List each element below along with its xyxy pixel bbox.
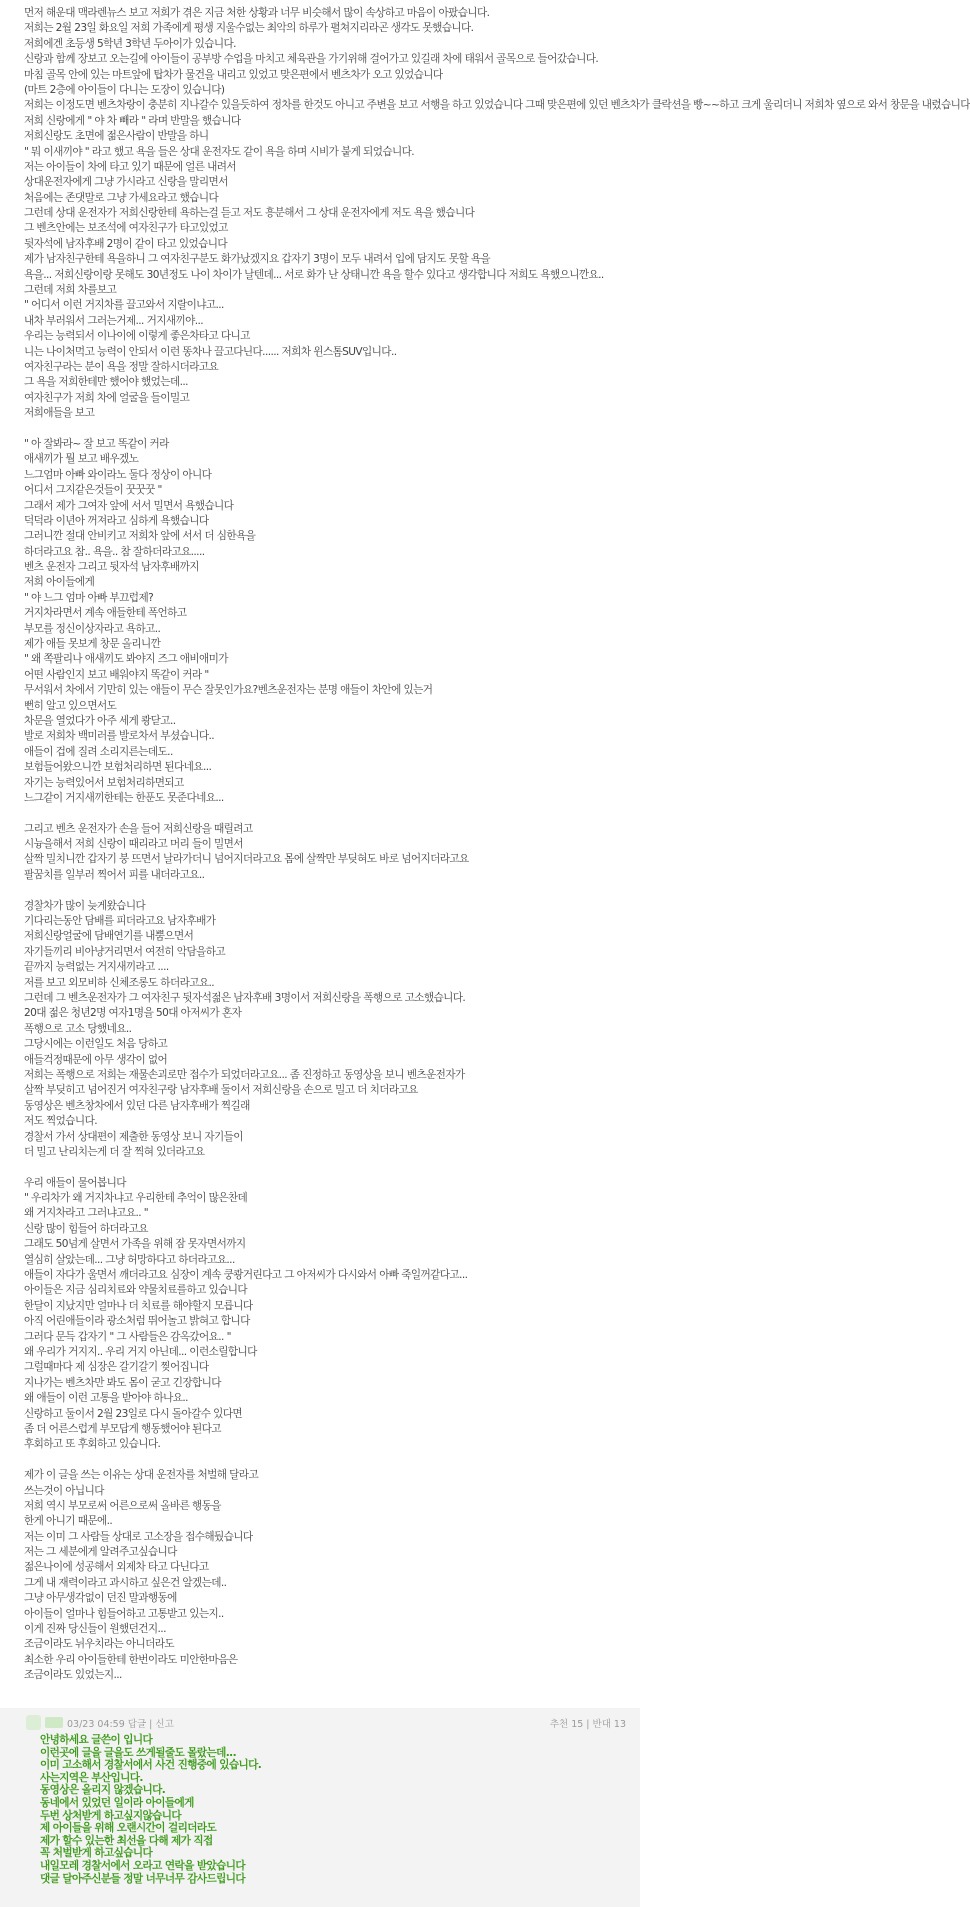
post-line: " 어디서 이런 거지차를 끌고와서 지랄이냐고... [24, 299, 224, 312]
post-line: 그런데 저희 차를보고 [24, 284, 117, 297]
post-line: 왜 우리가 거지지.. 우리 거지 아닌데... 이런소릴합니다 [24, 1345, 257, 1358]
post-line: 아이들이 얼마나 힘들어하고 고통받고 있는지.. [24, 1607, 224, 1620]
post-line: 더 밀고 난리치는게 더 잘 찍혀 있더라고요 [24, 1145, 205, 1158]
post-line: 느그같이 거지새끼한테는 한푼도 못준다네요... [24, 791, 224, 804]
post-line: 동영상은 벤츠창차에서 있던 다른 남자후배가 찍길래 [24, 1099, 250, 1112]
post-line: 애들이 겁에 질려 소리지른는데도.. [24, 745, 173, 758]
post-line: 저희신랑도 초면에 젊은사람이 반말을 하니 [24, 130, 209, 143]
post-line: 뻔히 알고 있으면서도 [24, 699, 117, 712]
post-line: 뒷자석에 남자후배 2명이 같이 타고 있었습니다 [24, 237, 228, 250]
post-line: 후회하고 또 후회하고 있습니다. [24, 1438, 161, 1451]
post-line: 저를 보고 외모비하 신체조롱도 하더라고요.. [24, 976, 215, 989]
post-line: 제가 이 글을 쓰는 이유는 상대 운전자를 처벌해 달라고 [24, 1469, 259, 1482]
post-line: 여자친구가 저희 차에 얼굴을 들이밀고 [24, 391, 190, 404]
post-line: 저희신랑얼굴에 담배연기를 내뿜으면서 [24, 930, 194, 943]
post-line: 어떤 사람인지 보고 배워야지 똑같이 커라 " [24, 668, 209, 681]
post-line: 그러니깐 절대 안비키고 저희차 앞에 서서 더 심한욕을 [24, 530, 256, 543]
post-line: 저는 아이들이 차에 타고 있기 때문에 얼른 내려서 [24, 160, 237, 173]
post-line: 우리 애들이 물어봅니다 [24, 1176, 126, 1189]
avatar [26, 1715, 41, 1730]
paragraph-gap [24, 883, 624, 898]
comment-line: 꼭 처벌받게 하고싶습니다 [40, 1847, 153, 1860]
comment-body [40, 1734, 620, 1885]
post-line: 처음에는 존댓말로 그냥 가세요라고 했습니다 [24, 191, 219, 204]
post-line: 기다리는동안 담배를 피더라고요 남자후배가 [24, 915, 216, 928]
post-line: 조금이라도 뉘우치라는 아니더라도 [24, 1638, 175, 1651]
post-line: " 아 잘봐라~ 잘 보고 똑같이 커라 [24, 437, 169, 450]
comment-line: 이런곳에 글을 글을도 쓰게될줄도 몰랐는데... [40, 1746, 237, 1759]
post-line: 저희는 폭행으로 저희는 재물손괴로만 접수가 되었더라고요... 좀 진정하고 동영상을 보니 벤츠운전자가 [24, 1068, 465, 1081]
post-line: 20대 젊은 청년2명 여자1명을 50대 아저씨가 혼자 [24, 1007, 242, 1020]
post-line: 살짝 부딪히고 넘어진거 여자친구랑 남자후배 둘이서 저희신랑을 손으로 밀고 더 치더라고요 [24, 1084, 418, 1097]
comment-line: 동네에서 있었던 일이라 아이들에게 [40, 1796, 194, 1809]
post-line: 경찰서 가서 상대편이 제출한 동영상 보니 자기들이 [24, 1130, 243, 1143]
comment-line: 댓글 달아주신분들 정말 너무너무 감사드립니다 [40, 1872, 246, 1885]
post-line: 무서워서 차에서 기만히 있는 애들이 무슨 잘못인가요?벤츠운전자는 분명 애들이 차안에 있는거 [24, 684, 433, 697]
post-line: 폭행으로 고소 당했네요.. [24, 1022, 132, 1035]
post-line: 열심히 살았는데... 그냥 허망하다고 하더라고요... [24, 1253, 235, 1266]
post-line: 그게 내 재력이라고 과시하고 싶은건 알겠는데.. [24, 1576, 227, 1589]
post-line: 내차 부러워서 그러는거제... 거지새끼야... [24, 314, 204, 327]
paragraph-gap [24, 1160, 624, 1175]
post-line: 제가 남자친구한테 욕을하니 그 여자친구분도 화가났겠지요 갑자기 3명이 모두 내려서 입에 담지도 못할 욕을 [24, 253, 490, 266]
post-line: 끝까지 능력없는 거지새끼라고 .... [24, 961, 169, 974]
post-line: 시늉을해서 저희 신랑이 때리라고 머리 들이 밀면서 [24, 838, 243, 851]
post-line: 니는 나이처먹고 능력이 안되서 이런 똥차나 끌고다닌다...... 저희차 윈스톰SUV입니다.. [24, 345, 397, 358]
comment-line: 안녕하세요 글쓴이 입니다 [40, 1734, 153, 1746]
post-line: 저희 아이들에게 [24, 576, 95, 589]
post-line: 쓰는것이 아닙니다 [24, 1484, 104, 1497]
post-line: 자기는 능력있어서 보험처리하면되고 [24, 776, 184, 789]
post-line: 저는 그 세분에게 알려주고싶습니다 [24, 1546, 177, 1559]
post-line: 아직 어린애들이라 광소처럼 뛰어놀고 밝혀고 합니다 [24, 1315, 250, 1328]
comment-line: 두번 상처받게 하고싶지않습니다 [40, 1809, 182, 1822]
post-line: 그 욕을 저희한테만 했어야 했었는데... [24, 376, 188, 389]
post-line: 벤츠 운전자 그리고 뒷자석 남자후배까지 [24, 561, 199, 574]
post-line: 좀 더 어른스럽게 부모답게 행동했어야 된다고 [24, 1422, 221, 1435]
comment-line: 내일모레 경찰서에서 오라고 연락을 받았습니다 [40, 1859, 246, 1872]
post-line: 우리는 능력되서 이나이에 이렇게 좋은차타고 다니고 [24, 330, 250, 343]
post-line: 부모를 정신이상자라고 욕하고.. [24, 622, 161, 635]
post-line: 보험들어왔으니깐 보험처리하면 된다네요... [24, 761, 212, 774]
post-line: 먼저 해운대 맥라렌뉴스 보고 저희가 겪은 지금 처한 상황과 너무 비슷해서 많이 속상하고 마음이 아팠습니다. [24, 7, 490, 19]
post-line: 아이들은 지금 심리치료와 약물치료를하고 있습니다 [24, 1284, 248, 1297]
post-line: 욕을... 저희신랑이랑 못해도 30년정도 나이 차이가 날텐데... 서로 화가 난 상태니깐 욕을 할수 있다고 생각합니다 저희도 욕했으니깐요.. [24, 268, 604, 281]
comment-meta[interactable]: 03/23 04:59 답글 | 신고 [67, 1719, 174, 1730]
comment-line: 이미 고소해서 경찰서에서 사건 진행중에 있습니다. [40, 1759, 262, 1772]
post-line: 저희 신랑에게 " 야 차 빼라 " 라며 반말을 했습니다 [24, 114, 241, 127]
comment-line: 동영상은 올리지 않겠습니다. [40, 1784, 166, 1797]
comment-line: 제가 할수 있는한 최선을 다해 제가 직접 [40, 1834, 213, 1847]
post-line: 자기들끼리 비아냥거리면서 여전히 악담을하고 [24, 945, 225, 958]
post-line: 왜 거지차라고 그러냐고요.. " [24, 1207, 149, 1220]
post-line: 제가 애들 못보게 창문 올리니깐 [24, 638, 161, 651]
post-line: 저희는 이정도면 벤츠차랑이 충분히 지나갈수 있을듯하여 정차를 한것도 아니고 주변을 보고 서행을 하고 있었습니다 그때 맞은편에 있던 벤츠차가 클락션을 빵~~하고 크게 울리더니 저희차 옆으로 와서 창문을 내렸습니다 [24, 99, 970, 112]
post-line: 차문을 열었다가 아주 세게 쾅닫고.. [24, 714, 176, 727]
comment-votes[interactable]: 추천 15 | 반대 13 [549, 1719, 626, 1730]
comment-line: 사는지역은 부산입니다. [40, 1771, 143, 1784]
post-line: 팔꿈치를 일부러 찍어서 피를 내더라고요.. [24, 868, 205, 881]
post-line: 그 벤츠안에는 보조석에 여자친구가 타고있었고 [24, 222, 228, 235]
post-body [24, 6, 970, 1684]
post-line: 그래서 제가 그여자 앞에 서서 밀면서 욕했습니다 [24, 499, 234, 512]
post-line: 그당시에는 이런일도 처음 당하고 [24, 1038, 168, 1051]
post-line: 저는 이미 그 사람들 상대로 고소장을 접수해뒀습니다 [24, 1530, 253, 1543]
post-line: " 우리차가 왜 거지차냐고 우리한테 추억이 많은찬데 [24, 1192, 248, 1205]
post-line: 그러다 문득 갑자기 " 그 사람들은 감옥갔어요.. " [24, 1330, 231, 1343]
comment-author-redacted [45, 1717, 63, 1728]
post-line: 조금이라도 있었는지... [24, 1669, 122, 1682]
post-line: 그럴때마다 제 심장은 갈기갈기 찢어집니다 [24, 1361, 209, 1374]
post-line: 거지차라면서 계속 애들한테 폭언하고 [24, 607, 187, 620]
post-line: 경찰차가 많이 늦게왔습니다 [24, 899, 146, 912]
post-line: 저도 찍었습니다. [24, 1115, 97, 1128]
post-line: (마트 2층에 아이들이 다니는 도장이 있습니다) [24, 83, 225, 96]
post-line: 덕덕라 이년아 꺼져라고 심하게 욕했습니다 [24, 514, 209, 527]
post-line: 하더라고요 참.. 욕을.. 참 잘하더라고요..... [24, 545, 205, 558]
post-line: " 뭐 이새끼야 " 라고 했고 욕을 들은 상대 운전자도 같이 욕을 하며 시비가 붙게 되었습니다. [24, 145, 414, 158]
comment-box [0, 1708, 640, 1907]
paragraph-gap [24, 422, 624, 437]
post-line: 저희 역시 부모로써 어른으로써 올바른 행동을 [24, 1499, 221, 1512]
post-line: 저희는 2월 23일 화요일 저희 가족에게 평생 지울수없는 최악의 하루가 펼쳐지리라곤 생각도 못했습니다. [24, 22, 474, 35]
post-line: 그리고 벤츠 운전자가 손을 들어 저희신랑을 때릴려고 [24, 822, 253, 835]
post-line: 애들걱정때문에 아무 생각이 없어 [24, 1053, 168, 1066]
post-line: 저희에겐 초등생 5학년 3학년 두아이가 있습니다. [24, 37, 236, 50]
comment-line: 제 아이들을 위해 오랜시간이 걸리더라도 [40, 1822, 217, 1835]
post-line: 신랑 많이 힘들어 하더라고요 [24, 1222, 148, 1235]
post-line: 왜 애들이 이런 고통을 받아야 하나요.. [24, 1392, 188, 1405]
post-line: 이게 진짜 당신들이 원했던건지... [24, 1623, 166, 1636]
post-line: 애들이 자다가 울면서 깨더라고요 심장이 계속 쿵쾅거린다고 그 아저씨가 다시와서 아빠 죽일꺼같다고... [24, 1269, 468, 1282]
post-line: 그래도 50넘게 살면서 가족을 위해 잠 못자면서까지 [24, 1238, 246, 1251]
post-line: 신랑과 함께 장보고 오는길에 아이들이 공부방 수업을 마치고 체육관을 가기위해 걸어가고 있길래 차에 태워서 골목으로 들어갔습니다. [24, 53, 599, 66]
post-line: 발로 저희차 백미러를 발로차서 부셨습니다.. [24, 730, 215, 743]
post-line: 그냥 아무생각없이 던진 말과행동에 [24, 1592, 177, 1605]
post-line: 느그엄마 아빠 와이라노 둘다 정상이 아니다 [24, 468, 212, 481]
paragraph-gap [24, 1453, 624, 1468]
post-line: 그런데 상대 운전자가 저희신랑한테 욕하는걸 듣고 저도 흥분해서 그 상대 운전자에게 저도 욕을 했습니다 [24, 207, 475, 220]
post-line: 여자친구라는 분이 욕을 정말 잘하시더라고요 [24, 360, 219, 373]
post-line: 젊은나이에 성공해서 외제차 타고 다닌다고 [24, 1561, 209, 1574]
post-line: 살짝 밀치니깐 갑자기 붕 뜨면서 날라가더니 넘어지더라고요 몸에 살짝만 부딪혀도 바로 넘어지더라고요 [24, 853, 469, 866]
post-line: 한달이 지났지만 얼마나 더 치료를 해야할지 모릅니다 [24, 1299, 253, 1312]
post-line: " 야 느그 엄마 아빠 부끄럽제? [24, 591, 154, 604]
post-line: " 왜 쪽팔리나 애새끼도 봐야지 즈그 애비애미가 [24, 653, 228, 666]
post-line: 신랑하고 둘이서 2월 23일로 다시 돌아갈수 있다면 [24, 1407, 243, 1420]
paragraph-gap [24, 806, 624, 821]
post-line: 상대운전자에게 그냥 가시라고 신랑을 말리면서 [24, 176, 228, 189]
post-line: 그런데 그 벤츠운전자가 그 여자친구 뒷자석젊은 남자후배 3명이서 저희신랑을 폭행으로 고소했습니다. [24, 992, 466, 1004]
post-line: 저희애들을 보고 [24, 407, 95, 420]
post-line: 최소한 우리 아이들한테 한번이라도 미안한마음은 [24, 1653, 238, 1666]
post-line: 애새끼가 뭘 보고 배우겠노 [24, 453, 139, 466]
post-line: 어디서 그지같은것들이 꿋꿋꿋 " [24, 484, 162, 497]
post-line: 한게 아니기 때문에.. [24, 1515, 113, 1528]
post-line: 지나가는 벤츠차만 봐도 몸이 굳고 긴장합니다 [24, 1376, 221, 1389]
post-line: 마침 골목 안에 있는 마트앞에 탑차가 물건을 내리고 있었고 맞은편에서 벤츠차가 오고 있었습니다 [24, 68, 443, 81]
